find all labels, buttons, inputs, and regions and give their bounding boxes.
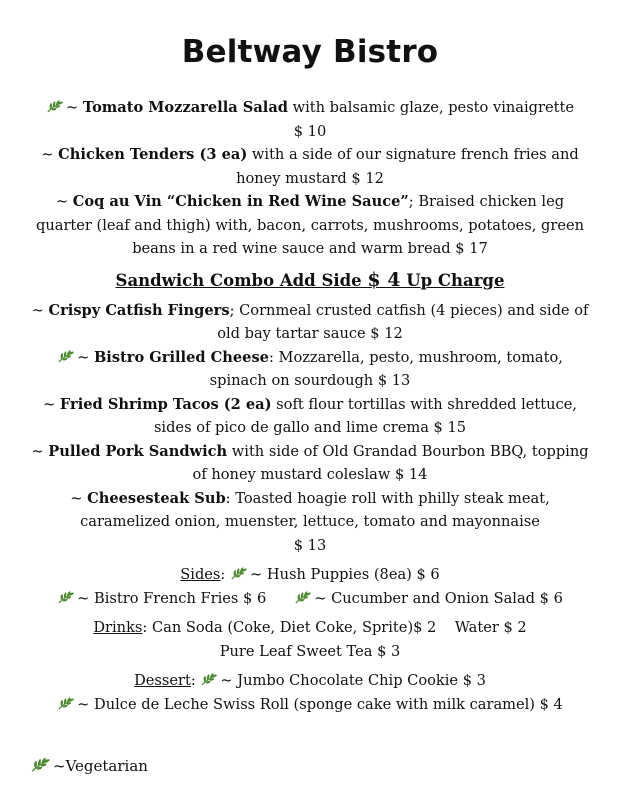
herb-leaf-icon <box>30 756 51 774</box>
item-description: soft flour tortillas with shredded lettuce, sides of pico de gallo and lime crema $ 15 <box>153 395 577 436</box>
menu-item: ~ Tomato Mozzarella Salad with balsamic glaze, pesto vinaigrette $ 10 <box>28 96 592 143</box>
item-name: Pulled Pork Sandwich <box>48 442 228 460</box>
sides-line-2 <box>28 587 592 611</box>
item-description: with a side of our signature french fries and honey mustard $ 12 <box>236 146 579 187</box>
side-item: ~ Cucumber and Onion Salad $ 6 <box>314 589 563 607</box>
item-price: $ 13 <box>293 536 327 554</box>
menu-item: ~ Coq au Vin “Chicken in Red Wine Sauce”; Braised chicken leg quarter (leaf and thigh) with, bacon, carrots, mushrooms, potatoes, green beans in a red wine sauce and warm bread $ 17 <box>36 193 584 257</box>
herb-leaf-icon <box>230 565 248 580</box>
drinks-line-1: Drinks: Can Soda (Coke, Diet Coke, Sprite)$ 2 Water $ 2 <box>93 619 527 636</box>
herb-leaf-icon <box>200 671 218 686</box>
item-name: Cheesesteak Sub <box>87 489 226 507</box>
item-description: : Mozzarella, pesto, mushroom, tomato, spinach on sourdough $ 13 <box>209 348 563 389</box>
item-description: with balsamic glaze, pesto vinaigrette <box>287 99 574 116</box>
menu-item: ~ Cheesesteak Sub: Toasted hoagie roll with philly steak meat, caramelized onion, muenster, lettuce, tomato and mayonnaise $ 13 <box>70 489 550 554</box>
item-description: ; Braised chicken leg quarter (leaf and thigh) with, bacon, carrots, mushrooms, potatoes, green beans in a red wine sauce and warm bread $ 17 <box>36 193 584 257</box>
vegetarian-legend: ~Vegetarian <box>30 756 148 775</box>
menu-item: ~ Pulled Pork Sandwich with side of Old Grandad Bourbon BBQ, topping of honey mustard coleslaw $ 14 <box>31 442 589 483</box>
dessert-label: Dessert <box>134 672 191 689</box>
item-description: with side of Old Grandad Bourbon BBQ, topping of honey mustard coleslaw $ 14 <box>192 442 589 483</box>
menu-body <box>28 96 592 716</box>
herb-leaf-icon <box>57 589 75 604</box>
dessert-item: ~ Jumbo Chocolate Chip Cookie $ 3 <box>220 672 486 689</box>
item-name: Chicken Tenders (3 ea) <box>58 146 248 163</box>
menu-item: ~ Chicken Tenders (3 ea) with a side of our signature french fries and honey mustard $ 12 <box>41 146 579 187</box>
sides-label: Sides <box>180 566 221 583</box>
herb-leaf-icon <box>294 589 312 604</box>
herb-leaf-icon <box>57 348 75 363</box>
side-item: ~ Hush Puppies (8ea) $ 6 <box>249 566 440 583</box>
page-title: Beltway Bistro <box>181 34 439 70</box>
item-name: Fried Shrimp Tacos (2 ea) <box>59 395 272 413</box>
item-name: Coq au Vin “Chicken in Red Wine Sauce” <box>72 193 409 210</box>
drinks-label: Drinks <box>93 619 143 636</box>
sandwich-items <box>28 299 592 558</box>
dessert-line-1: Dessert: ~ Jumbo Chocolate Chip Cookie $ 3 <box>134 672 486 689</box>
menu-item: ~ Fried Shrimp Tacos (2 ea) soft flour tortillas with shredded lettuce, sides of pico de gallo and lime crema $ 15 <box>43 395 577 436</box>
drinks-line-2: Pure Leaf Sweet Tea $ 3 <box>219 642 401 660</box>
item-name: Tomato Mozzarella Salad <box>82 99 288 116</box>
side-item: ~ Bistro French Fries $ 6 <box>77 589 267 607</box>
menu-item: ~ Crispy Catfish Fingers; Cornmeal crusted catfish (4 pieces) and side of old bay tartar sauce $ 12 <box>31 301 589 342</box>
item-price: $ 10 <box>293 122 327 140</box>
top-items <box>28 96 592 261</box>
dessert-item: ~ Dulce de Leche Swiss Roll (sponge cake with milk caramel) $ 4 <box>77 695 563 713</box>
sides-line-1: Sides: ~ Hush Puppies (8ea) $ 6 <box>180 566 440 583</box>
sandwich-heading: Sandwich Combo Add Side $ 4 Up Charge <box>115 268 505 291</box>
herb-leaf-icon <box>57 695 75 710</box>
dessert-line-2 <box>28 693 592 717</box>
item-name: Bistro Grilled Cheese <box>93 348 269 366</box>
item-description: ; Cornmeal crusted catfish (4 pieces) and side of old bay tartar sauce $ 12 <box>217 301 589 342</box>
herb-leaf-icon <box>46 98 64 113</box>
item-description: : Toasted hoagie roll with philly steak meat, caramelized onion, muenster, lettuce, tomato and mayonnaise <box>80 489 550 530</box>
menu-item: ~ Bistro Grilled Cheese: Mozzarella, pesto, mushroom, tomato, spinach on sourdough $ 13 <box>28 346 592 393</box>
item-name: Crispy Catfish Fingers <box>48 301 230 319</box>
